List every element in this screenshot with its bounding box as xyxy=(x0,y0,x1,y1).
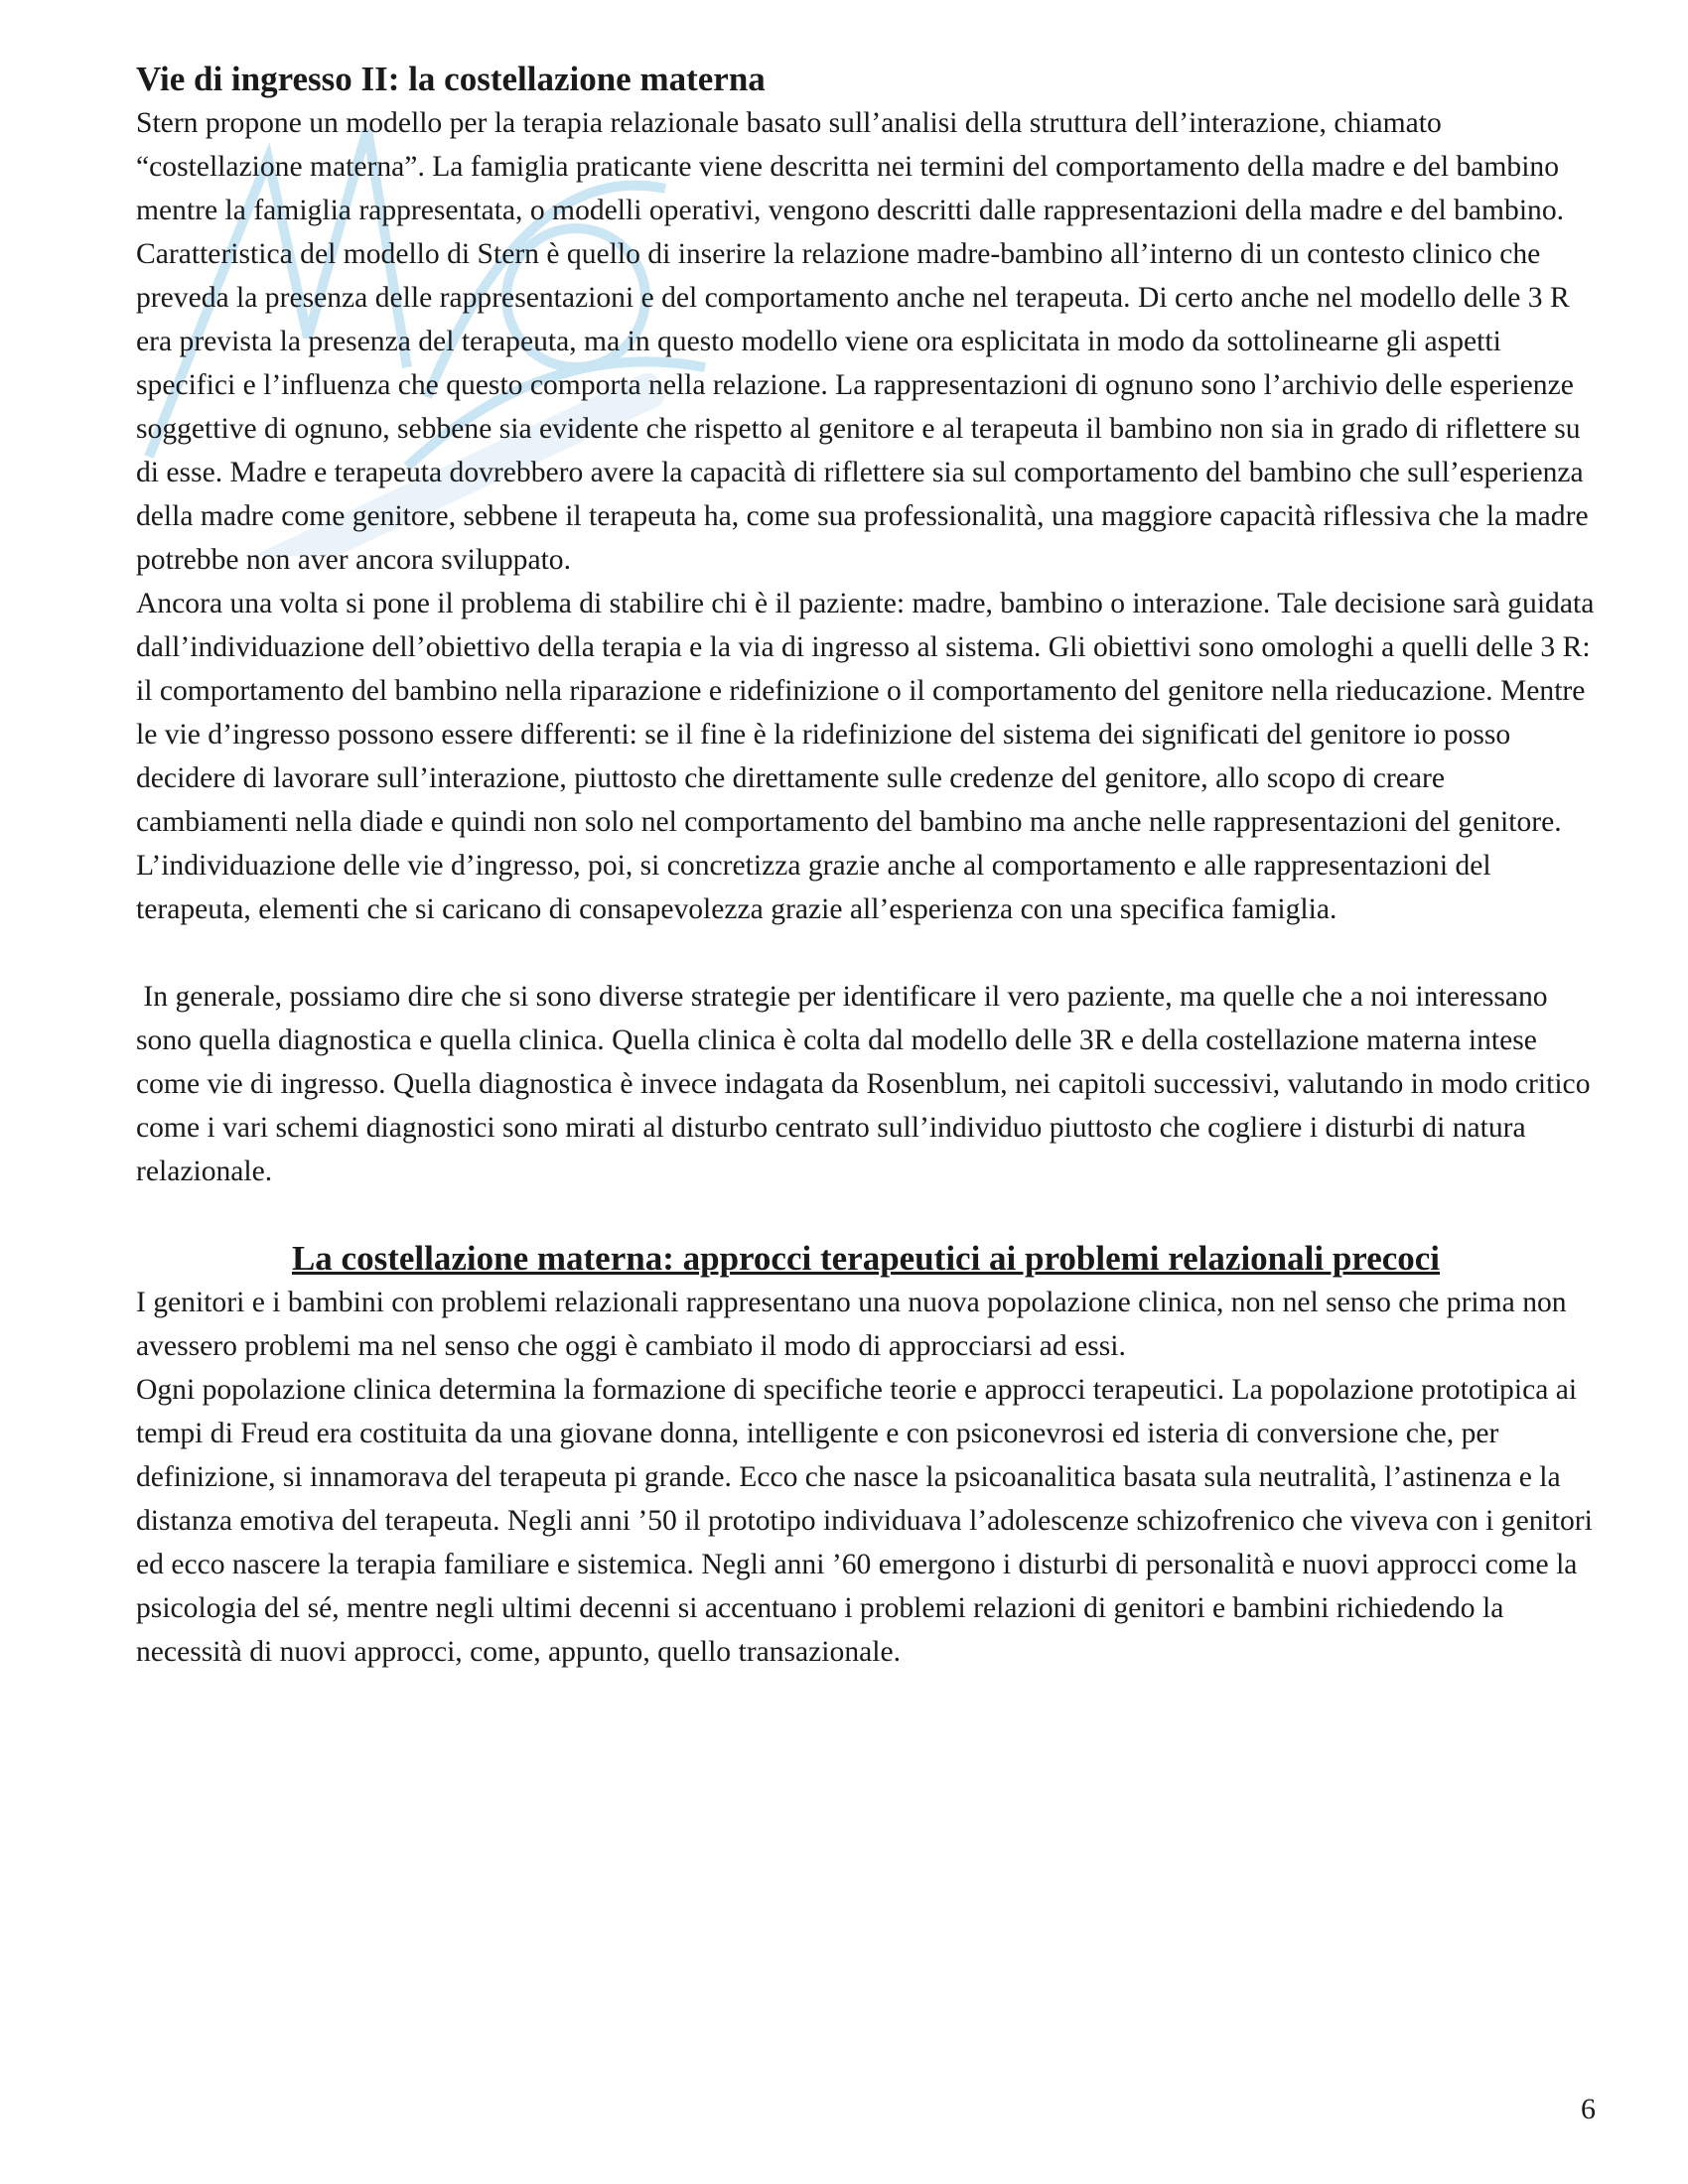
paragraph: Stern propone un modello per la terapia relazionale basato sull’analisi della struttura dell’interazione, chiamato “costellazione materna”. La famiglia praticante viene descritta nei termini del comportamento della madre e del bambino mentre la famiglia rappresentata, o modelli operativi, vengono descritti dalle rappresentazioni della madre e del bambino. Caratteristica del modello di Stern è quello di inserire la relazione madre-bambino all’interno di un contesto clinico che preveda la presenza delle rappresentazioni e del comportamento anche nel terapeuta. Di certo anche nel modello delle 3 R era prevista la presenza del terapeuta, ma in questo modello viene ora esplicitata in modo da sottolinearne gli aspetti specifici e l’influenza che questo comporta nella relazione. La rappresentazioni di ognuno sono l’archivio delle esperienze soggettive di ognuno, sebbene sia evidente che rispetto al genitore e al terapeuta il bambino non sia in grado di riflettere su di esse. Madre e terapeuta dovrebbero avere la capacità di riflettere sia sul comportamento del bambino che sull’esperienza della madre come genitore, sebbene il terapeuta ha, come sua professionalità, una maggiore capacità riflessiva che la madre potrebbe non aver ancora sviluppato. xyxy=(136,107,1589,576)
blank-line xyxy=(136,931,1596,975)
summary-paragraph: In generale, possiamo dire che si sono diverse strategie per identificare il vero paziente, ma quelle che a noi interessano sono quella diagnostica e quella clinica. Quella clinica è colta dal modello delle 3R e della costellazione materna intese come vie di ingresso. Quella diagnostica è invece indagata da Rosenblum, nei capitoli successivi, valutando in modo critico come i vari schemi diagnostici sono mirati al disturbo centrato sull’individuo piuttosto che cogliere i disturbi di natura relazionale. xyxy=(136,981,1598,1187)
paragraph: Ancora una volta si pone il problema di stabilire chi è il paziente: madre, bambino o interazione. Tale decisione sarà guidata dall’individuazione dell’obiettivo della terapia e la via di ingresso al sistema. Gli obiettivi sono omologhi a quelli delle 3 R: il comportamento del bambino nella riparazione e ridefinizione o il comportamento del genitore nella rieducazione. Mentre le vie d’ingresso possono essere differenti: se il fine è la ridefinizione del sistema dei significati del genitore io posso decidere di lavorare sull’interazione, piuttosto che direttamente sulle credenze del genitore, allo scopo di creare cambiamenti nella diade e quindi non solo nel comportamento del bambino ma anche nelle rappresentazioni del genitore. xyxy=(136,588,1595,838)
paragraph: Ogni popolazione clinica determina la formazione di specifiche teorie e approcci terapeutici. La popolazione prototipica ai tempi di Freud era costituita da una giovane donna, intelligente e con psiconevrosi ed isteria di conversione che, per definizione, si innamorava del terapeuta pi grande. Ecco che nasce la psicoanalitica basata sula neutralità, l’astinenza e la distanza emotiva del terapeuta. Negli anni ’50 il prototipo individuava l’adolescenze schizofrenico che viveva con i genitori ed ecco nascere la terapia familiare e sistemica. Negli anni ’60 emergono i disturbi di personalità e nuovi approcci come la psicologia del sé, mentre negli ultimi decenni si accentuano i problemi relazioni di genitori e bambini richiedendo la necessità di nuovi approcci, come, appunto, quello transazionale. xyxy=(136,1374,1593,1668)
paragraph: I genitori e i bambini con problemi relazionali rappresentano una nuova popolazione clinica, non nel senso che prima non avessero problemi ma nel senso che oggi è cambiato il modo di approcciarsi ad essi. xyxy=(136,1287,1567,1362)
chapter-heading: La costellazione materna: approcci terapeutici ai problemi relazionali precoci xyxy=(291,1239,1441,1278)
section-title: Vie di ingresso II: la costellazione materna xyxy=(136,60,766,98)
blank-line xyxy=(136,1193,1596,1237)
paragraph: L’individuazione delle vie d’ingresso, poi, si concretizza grazie anche al comportamento e alle rappresentazioni del terapeuta, elementi che si caricano di consapevolezza grazie all’esperienza con una specifica famiglia. xyxy=(136,850,1491,925)
document-page xyxy=(136,58,1596,1674)
page-number: 6 xyxy=(1581,2093,1596,2125)
